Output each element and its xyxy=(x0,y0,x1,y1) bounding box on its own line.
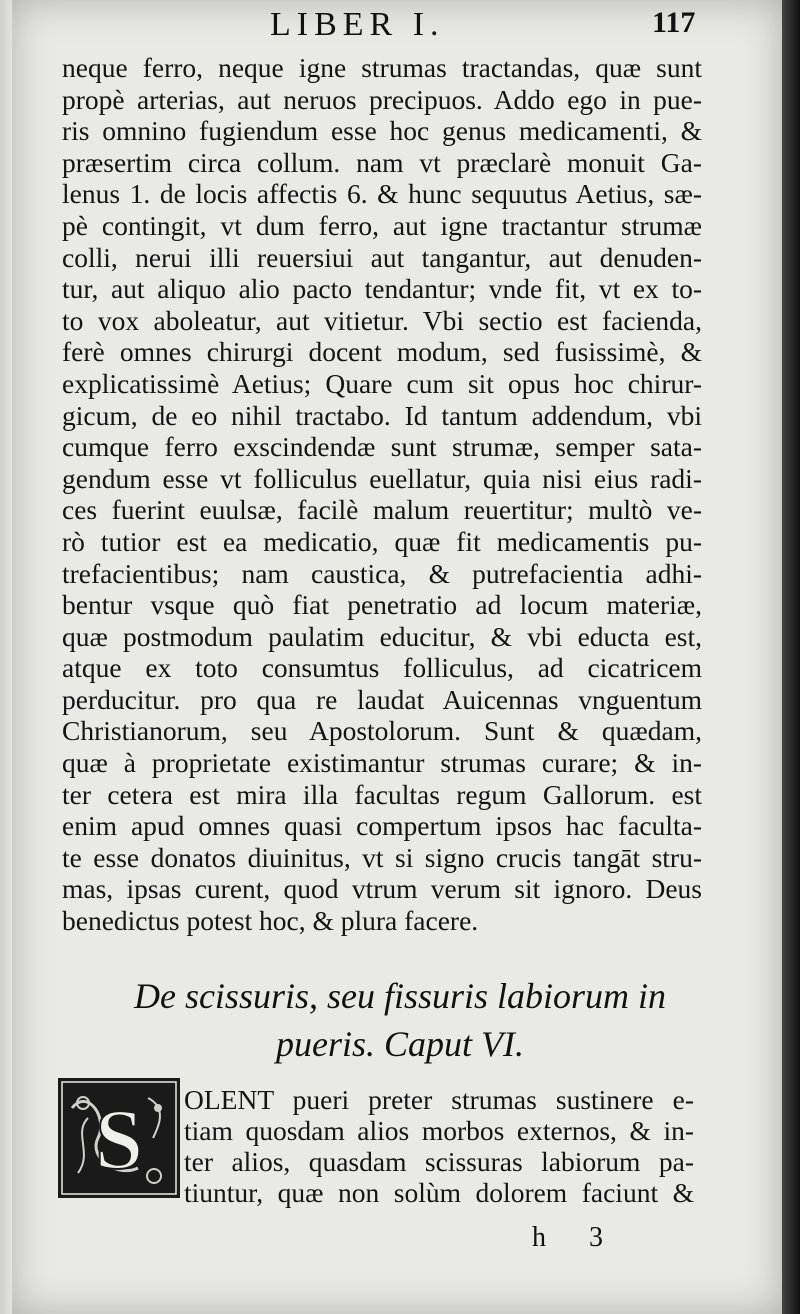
text-line: præsertim circa collum. nam vt præclarè monuit Ga- xyxy=(62,146,702,178)
text-line: benedictus potest hoc, & plura facere. xyxy=(62,905,479,937)
text-line: colli, nerui illi reuersiui aut tangantur, aut denuden- xyxy=(62,241,702,273)
chapter-title-line: pueris. Caput VI. xyxy=(276,1024,524,1064)
initial-letter: S xyxy=(95,1091,143,1187)
text-line: gicum, de eo nihil tractabo. Id tantum addendum, vbi xyxy=(62,399,702,431)
text-line: bentur vsque quò fiat penetratio ad locum materiæ, xyxy=(62,589,702,621)
text-line: te esse donatos diuinitus, vt si signo crucis tangāt stru- xyxy=(62,841,702,873)
chapter-title-line: De scissuris, seu fissuris labiorum in xyxy=(133,976,667,1016)
page-number: 117 xyxy=(652,6,696,39)
running-head xyxy=(0,4,800,52)
chapter-opening-text xyxy=(184,1084,694,1208)
text-line: pè contingit, vt dum ferro, aut igne tractantur strumæ xyxy=(62,209,702,241)
text-line: mas, ipsas curent, quod vtrum verum sit ignoro. Deus xyxy=(62,873,702,905)
chapter-heading xyxy=(90,972,710,1068)
page-edge-shadow xyxy=(782,0,800,1314)
text-line: OLENT pueri preter strumas sustinere e- xyxy=(184,1084,694,1115)
text-line: enim apud omnes quasi compertum ipsos hac faculta- xyxy=(62,810,702,842)
text-line: atque ex toto consumtus folliculus, ad cicatricem xyxy=(62,652,702,684)
text-line: ferè omnes chirurgi docent modum, sed fusissimè, & xyxy=(62,336,702,368)
text-line: explicatissimè Aetius; Quare cum sit opus hoc chirur- xyxy=(62,367,702,399)
text-line: neque ferro, neque igne strumas tractandas, quæ sunt xyxy=(62,52,702,83)
text-line: perducitur. pro qua re laudat Auicennas vnguentum xyxy=(62,683,702,715)
text-line: lenus 1. de locis affectis 6. & hunc sequutus Aetius, sæ- xyxy=(62,178,702,210)
text-line: tiuntur, quæ non solùm dolorem faciunt & xyxy=(184,1177,694,1208)
text-line: trefacientibus; nam caustica, & putrefacientia adhi- xyxy=(62,557,702,589)
body-text xyxy=(62,52,702,937)
text-line: quæ postmodum paulatim educitur, & vbi educta est, xyxy=(62,620,702,652)
text-line: gendum esse vt folliculus euellatur, quia nisi eius radi- xyxy=(62,462,702,494)
text-line: cumque ferro exscindendæ sunt strumæ, semper sata- xyxy=(62,431,702,463)
signature-mark: h 3 xyxy=(532,1222,621,1253)
decorated-initial-icon xyxy=(58,1078,180,1198)
page-gutter xyxy=(0,0,12,1314)
text-line: propè arterias, aut neruos precipuos. Addo ego in pue- xyxy=(62,83,702,115)
text-line: ter alios, quasdam scissuras labiorum pa- xyxy=(184,1146,694,1177)
text-line: quæ à proprietate existimantur strumas curare; & in- xyxy=(62,747,702,779)
text-line: tur, aut aliquo alio pacto tendantur; vnde fit, vt ex to- xyxy=(62,273,702,305)
text-line: Christianorum, seu Apostolorum. Sunt & quædam, xyxy=(62,715,702,747)
text-line: ris omnino fugiendum esse hoc genus medicamenti, & xyxy=(62,115,702,147)
text-line: tiam quosdam alios morbos externos, & in- xyxy=(184,1115,694,1146)
text-line: ter cetera est mira illa facultas regum Gallorum. est xyxy=(62,778,702,810)
text-line: ces fuerint euulsæ, facilè malum reuertitur; multò ve- xyxy=(62,494,702,526)
running-title: LIBER I. xyxy=(270,6,445,43)
text-line: rò tutior est ea medicatio, quæ fit medicamentis pu- xyxy=(62,525,702,557)
text-line: to vox aboleatur, aut vitietur. Vbi sectio est facienda, xyxy=(62,304,702,336)
